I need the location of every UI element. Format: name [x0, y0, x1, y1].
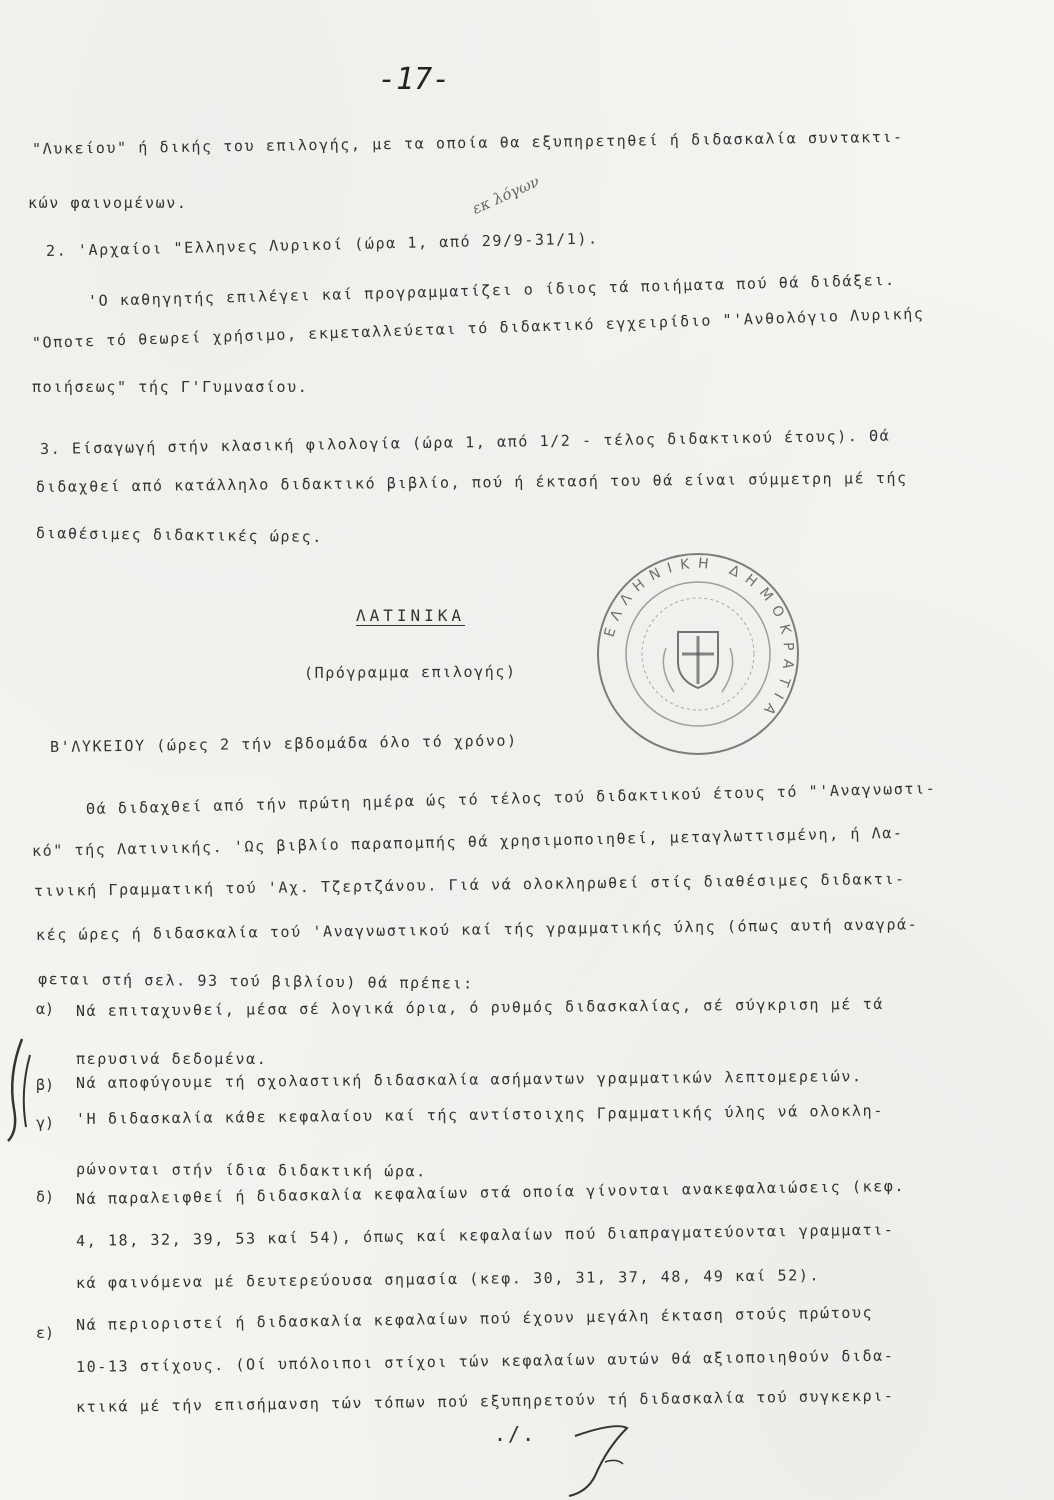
list-marker: β) [36, 1076, 55, 1094]
seal-stamp [592, 548, 804, 760]
list-item-line: Νά περιοριστεί ή διδασκαλία κεφαλαίων πού έχουν μεγάλη έκταση στούς πρώτους [75, 1303, 874, 1334]
list-item-line: 4, 18, 32, 39, 53 καί 54), όπως καί κεφαλαίων πού διαπραγματεύονται γραμματι- [75, 1220, 895, 1250]
text-line: διαθέσιμες διδακτικές ώρες. [35, 524, 324, 547]
list-item-line: περυσινά δεδομένα. [76, 1050, 268, 1068]
paragraph-line: κό" τής Λατινικής. 'Ως βιβλίο παραπομπής θά χρησιμοποιηθεί, μεταγλωττισμένη, ή Λα- [31, 823, 904, 860]
page-continuation-mark: ./. [494, 1422, 537, 1446]
paragraph-line: κές ώρες ή διδασκαλία τού 'Αναγνωστικού καί τής γραμματικής ύλης (όπως αυτή αναγρά- [35, 915, 919, 944]
paragraph-line: τινική Γραμματική τού 'Αχ. Τζερτζάνου. Γιά νά ολοκληρωθεί στίς διαθέσιμες διδακτι- [33, 869, 906, 900]
list-item-line: κά φαινόμενα μέ δευτερεύουσα σημασία (κεφ. 30, 31, 37, 48, 49 καί 52). [75, 1266, 821, 1292]
section-title: ΛΑΤΙΝΙΚΑ [356, 606, 466, 625]
text-line: 3. Είσαγωγή στήν κλασική φιλολογία (ώρα 1, από 1/2 - τέλος διδακτικού έτους). Θά [39, 426, 891, 458]
list-item-line: Νά παραλειφθεί ή διδασκαλία κεφαλαίων στά οποία γίνονται ανακεφαλαιώσεις (κεφ. [75, 1176, 906, 1208]
list-item-line: ρώνονται στήν ίδια διδακτική ώρα. [75, 1160, 427, 1181]
list-item-line: Νά επιταχυνθεί, μέσα σέ λογικά όρια, ό ρυθμός διδασκαλίας, σέ σύγκριση μέ τά [75, 994, 884, 1020]
class-line: Β'ΛΥΚΕΙΟΥ (ώρες 2 τήν εβδομάδα όλο τό χρόνο) [49, 731, 518, 756]
handwritten-signature [565, 1418, 645, 1498]
list-item-line: 'Η διδασκαλία κάθε κεφαλαίου καί τής αντίστοιχης Γραμματικής ύλης νά ολοκλη- [75, 1101, 884, 1128]
text-line: ποιήσεως" τής Γ'Γυμνασίου. [32, 378, 309, 396]
text-line: "Λυκείου" ή δικής του επιλογής, με τα οποία θα εξυπηρετηθεί ή διδασκαλία συντακτι- [31, 127, 904, 158]
list-item-line: Νά αποφύγουμε τή σχολαστική διδασκαλία ασήμαντων γραμματικών λεπτομερειών. [75, 1067, 863, 1092]
list-marker: ε) [36, 1324, 55, 1342]
list-item-line: 10-13 στίχους. (Οί υπόλοιποι στίχοι τών κεφαλαίων αυτών θά αξιοποιηθούν διδα- [75, 1346, 895, 1376]
page-number: -17- [378, 62, 451, 97]
text-line: 'Ο καθηγητής επιλέγει καί προγραμματίζει ο ίδιος τά ποιήματα πού θά διδάξει. [87, 270, 896, 310]
list-item-line: κτικά μέ τήν επισήμανση τών τόπων πού εξυπηρετούν τή διδασκαλία τού συγκεκρι- [75, 1386, 895, 1416]
section-subtitle: (Πρόγραμμα επιλογής) [303, 662, 517, 682]
list-marker: γ) [36, 1114, 55, 1132]
stamp-outer-text: ΕΛΛΗΝΙΚΗ ΔΗΜΟΚΡΑΤΙΑ [601, 555, 797, 724]
paragraph-line: Θά διδαχθεί από τήν πρώτη ημέρα ώς τό τέλος τού διδακτικού έτους τό "'Αναγνωστι- [85, 779, 937, 818]
text-line: 2. 'Αρχαίοι "Ελληνες Λυρικοί (ώρα 1, από 29/9-31/1). [45, 229, 599, 260]
text-line: κών φαινομένων. [28, 194, 188, 212]
margin-pen-mark [0, 1035, 40, 1145]
handwritten-note: εκ λόγων [469, 172, 543, 218]
list-marker: α) [36, 1000, 55, 1018]
text-line: "Οποτε τό θεωρεί χρήσιμο, εκμεταλλεύεται τό διδακτικό εγχειρίδιο "'Ανθολόγιο Λυρικής [31, 304, 925, 352]
paragraph-line: φεται στή σελ. 93 τού βιβλίου) θά πρέπει: [37, 970, 474, 993]
list-marker: δ) [36, 1188, 55, 1206]
text-line: διδαχθεί από κατάλληλο διδακτικό βιβλίο, πού ή έκτασή του θά είναι σύμμετρη μέ τής [35, 468, 908, 496]
